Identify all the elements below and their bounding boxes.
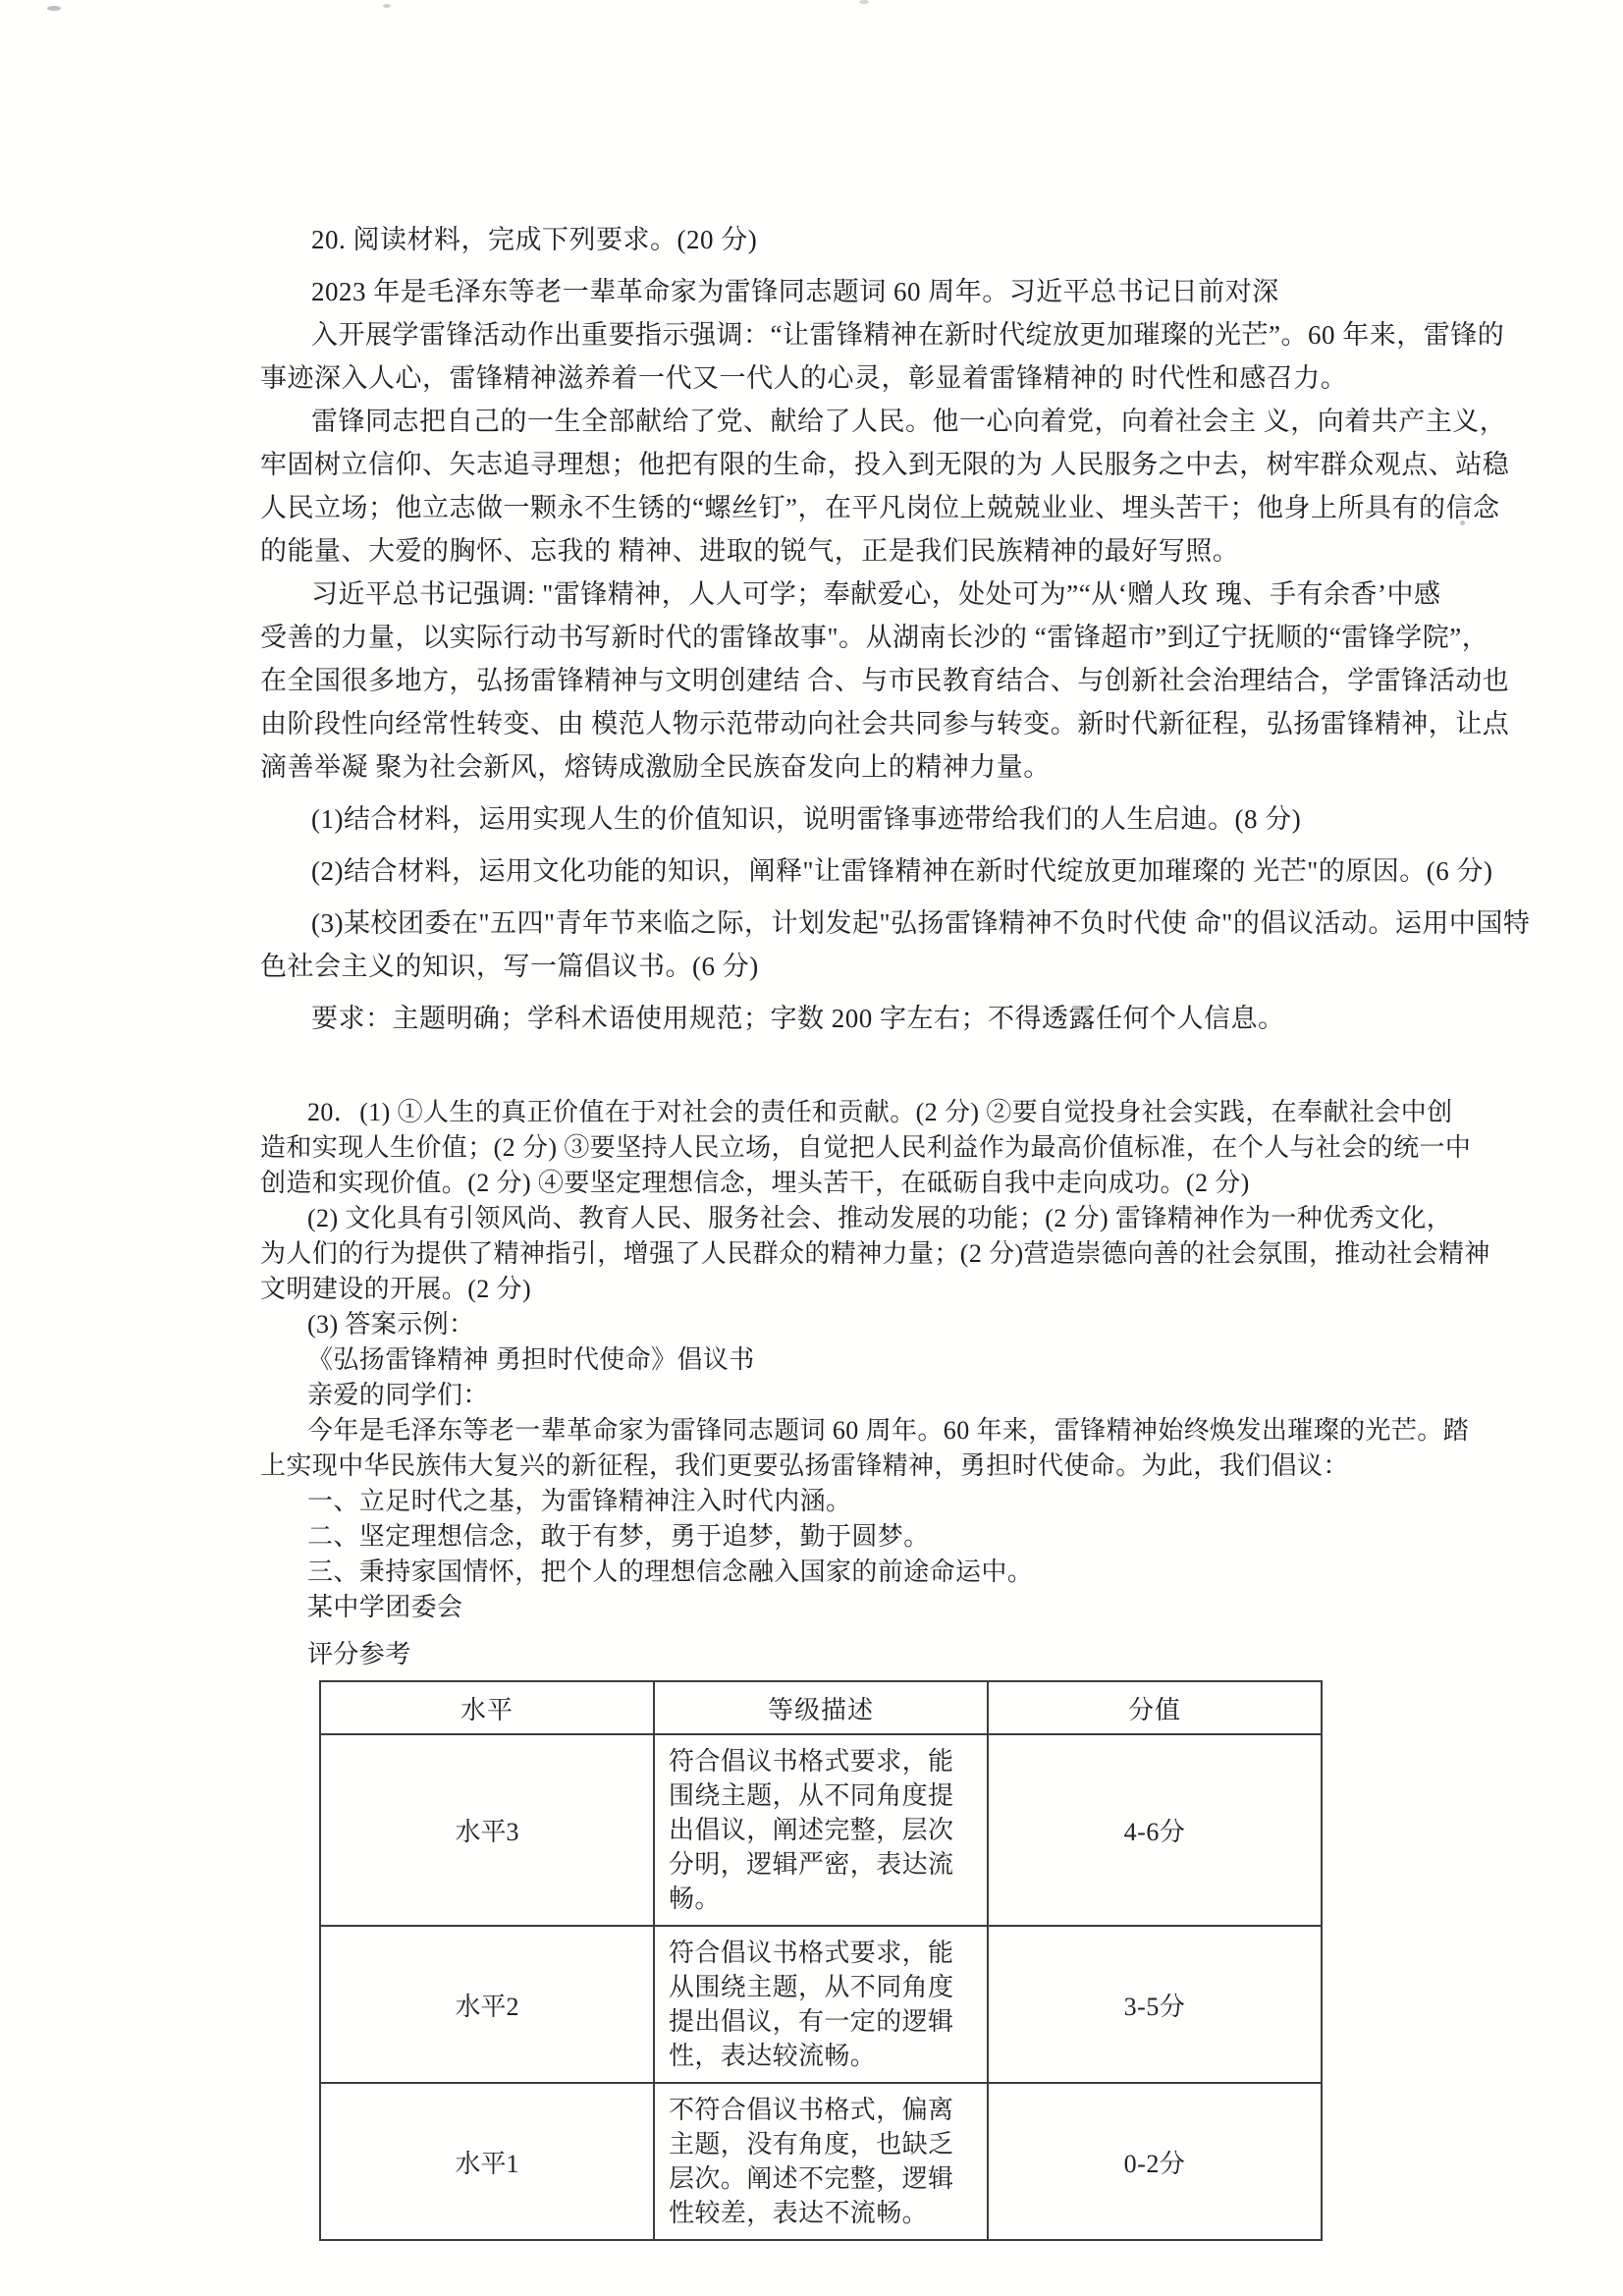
- text-line: 一、立足时代之基，为雷锋精神注入时代内涵。: [307, 1487, 852, 1515]
- text-line: 文明建设的开展。(2 分): [260, 1275, 532, 1303]
- scan-artifact: [383, 4, 391, 8]
- text-line: 20．(1) ①人生的真正价值在于对社会的责任和贡献。(2 分) ②要自觉投身社会实践，在奉献社会中创: [307, 1098, 1453, 1126]
- text-line: 事迹深入人心，雷锋精神滋养着一代又一代人的心灵，彰显着雷锋精神的 时代性和感召力。: [260, 363, 1348, 393]
- text-line: (3)某校团委在"五四"青年节来临之际，计划发起"弘扬雷锋精神不负时代使 命"的倡议活动。运用中国特: [311, 908, 1531, 938]
- scan-artifact: [47, 6, 61, 11]
- exam-question-block: [260, 218, 1531, 2241]
- rubric-header-score: 分值: [988, 1681, 1322, 1734]
- text-line: 今年是毛泽东等老一辈革命家为雷锋同志题词 60 周年。60 年来，雷锋精神始终焕发出璀璨的光芒。踏: [307, 1416, 1470, 1445]
- text-line: 《弘扬雷锋精神 勇担时代使命》倡议书: [307, 1345, 755, 1374]
- text-line: 的能量、大爱的胸怀、忘我的 精神、进取的锐气，正是我们民族精神的最好写照。: [260, 536, 1240, 566]
- text-line: 滴善举凝 聚为社会新风，熔铸成激励全民族奋发向上的精神力量。: [260, 752, 1051, 782]
- text-line: 二、坚定理想信念，敢于有梦，勇于追梦，勤于圆梦。: [307, 1522, 930, 1551]
- text-line: (2) 文化具有引领风尚、教育人民、服务社会、推动发展的功能；(2 分) 雷锋精神作为一种优秀文化，: [307, 1204, 1453, 1232]
- rubric-row: [320, 2083, 1322, 2240]
- text-line: 由阶段性向经常性转变、由 模范人物示范带动向社会共同参与转变。新时代新征程，弘扬雷锋精神，让点: [260, 709, 1510, 738]
- text-line: 在全国很多地方，弘扬雷锋精神与文明创建结 合、与市民教育结合、与创新社会治理结合，学雷锋活动也: [260, 666, 1510, 695]
- rubric-header-level: 水平: [320, 1681, 654, 1734]
- rubric-desc-cell: 不符合倡议书格式，偏离主题，没有角度，也缺乏层次。阐述不完整，逻辑性较差，表达不流畅。: [654, 2083, 988, 2240]
- rubric-score-cell: 4-6分: [988, 1734, 1322, 1926]
- text-line: 色社会主义的知识，写一篇倡议书。(6 分): [260, 952, 759, 981]
- text-line: (1)结合材料，运用实现人生的价值知识，说明雷锋事迹带给我们的人生启迪。(8 分): [311, 804, 1302, 834]
- rubric-header-desc: 等级描述: [654, 1681, 988, 1734]
- text-line: (3) 答案示例：: [307, 1310, 475, 1339]
- scan-artifact: [859, 0, 869, 4]
- rubric-level-cell: 水平3: [320, 1734, 654, 1926]
- text-line: 三、秉持家国情怀，把个人的理想信念融入国家的前途命运中。: [307, 1558, 1034, 1586]
- rubric-body: [320, 1734, 1322, 2240]
- text-line: 某中学团委会: [307, 1593, 463, 1621]
- rubric-row: [320, 1734, 1322, 1926]
- rubric-table: [319, 1680, 1323, 2241]
- rubric-score-cell: 3-5分: [988, 1926, 1322, 2083]
- text-line: 牢固树立信仰、矢志追寻理想；他把有限的生命，投入到无限的为 人民服务之中去，树牢群众观点、站稳: [260, 450, 1510, 479]
- text-line: 入开展学雷锋活动作出重要指示强调：“让雷锋精神在新时代绽放更加璀璨的光芒”。60 年来，雷锋的: [311, 320, 1505, 350]
- text-line: 雷锋同志把自己的一生全部献给了党、献给了人民。他一心向着党，向着社会主 义，向着共产主义，: [311, 407, 1507, 436]
- rubric-desc-cell: 符合倡议书格式要求，能从围绕主题，从不同角度提出倡议，有一定的逻辑性，表达较流畅。: [654, 1926, 988, 2083]
- text-line: 为人们的行为提供了精神指引，增强了人民群众的精神力量；(2 分)营造崇德向善的社会氛围，推动社会精神: [260, 1239, 1490, 1268]
- rubric-level-cell: 水平2: [320, 1926, 654, 2083]
- text-line: (2)结合材料，运用文化功能的知识，阐释"让雷锋精神在新时代绽放更加璀璨的 光芒"的原因。(6 分): [311, 856, 1493, 886]
- text-line: 2023 年是毛泽东等老一辈革命家为雷锋同志题词 60 周年。习近平总书记日前对深: [311, 277, 1279, 306]
- material-section: [260, 218, 1531, 1040]
- text-line: 受善的力量，以实际行动书写新时代的雷锋故事"。从湖南长沙的 “雷锋超市”到辽宁抚顺的“雷锋学院”，: [260, 623, 1489, 652]
- text-line: 创造和实现价值。(2 分) ④要坚定理想信念，埋头苦干，在砥砺自我中走向成功。(2 分): [260, 1169, 1250, 1197]
- text-line: 上实现中华民族伟大复兴的新征程，我们更要弘扬雷锋精神，勇担时代使命。为此，我们倡议：: [260, 1451, 1349, 1480]
- rubric-desc-cell: 符合倡议书格式要求，能围绕主题，从不同角度提出倡议，阐述完整，层次分明，逻辑严密，表达流畅。: [654, 1734, 988, 1926]
- scoring-rubric: [260, 1680, 1483, 2241]
- text-line: 亲爱的同学们：: [307, 1381, 489, 1409]
- text-line: 要求：主题明确；学科术语使用规范；字数 200 字左右；不得透露任何个人信息。: [311, 1004, 1285, 1033]
- answer-section: [260, 1095, 1490, 1672]
- rubric-score-cell: 0-2分: [988, 2083, 1322, 2240]
- text-line: 造和实现人生价值；(2 分) ③要坚持人民立场，自觉把人民利益作为最高价值标准，在个人与社会的统一中: [260, 1133, 1472, 1162]
- text-line: 20. 阅读材料，完成下列要求。(20 分): [311, 225, 758, 254]
- rubric-level-cell: 水平1: [320, 2083, 654, 2240]
- text-line: 习近平总书记强调: "雷锋精神，人人可学；奉献爱心，处处可为”“从‘赠人玫 瑰、手有余香’中感: [311, 579, 1441, 609]
- rubric-header-row: [320, 1681, 1322, 1734]
- text-line: 评分参考: [307, 1640, 411, 1668]
- text-line: 人民立场；他立志做一颗永不生锈的“螺丝钉”，在平凡岗位上兢兢业业、埋头苦干；他身上所具有的信念: [260, 493, 1500, 522]
- rubric-row: [320, 1926, 1322, 2083]
